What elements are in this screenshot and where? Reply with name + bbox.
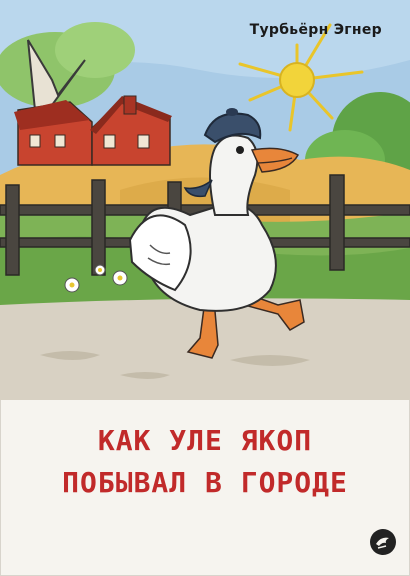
author-name: Турбьёрн Эгнер	[249, 22, 382, 38]
title-line-2: ПОБЫВАЛ В ГОРОДЕ	[62, 466, 348, 499]
publisher-bird-logo-icon	[369, 528, 397, 556]
title-line-1: КАК УЛЕ ЯКОП	[97, 424, 313, 457]
book-title	[0, 420, 410, 504]
